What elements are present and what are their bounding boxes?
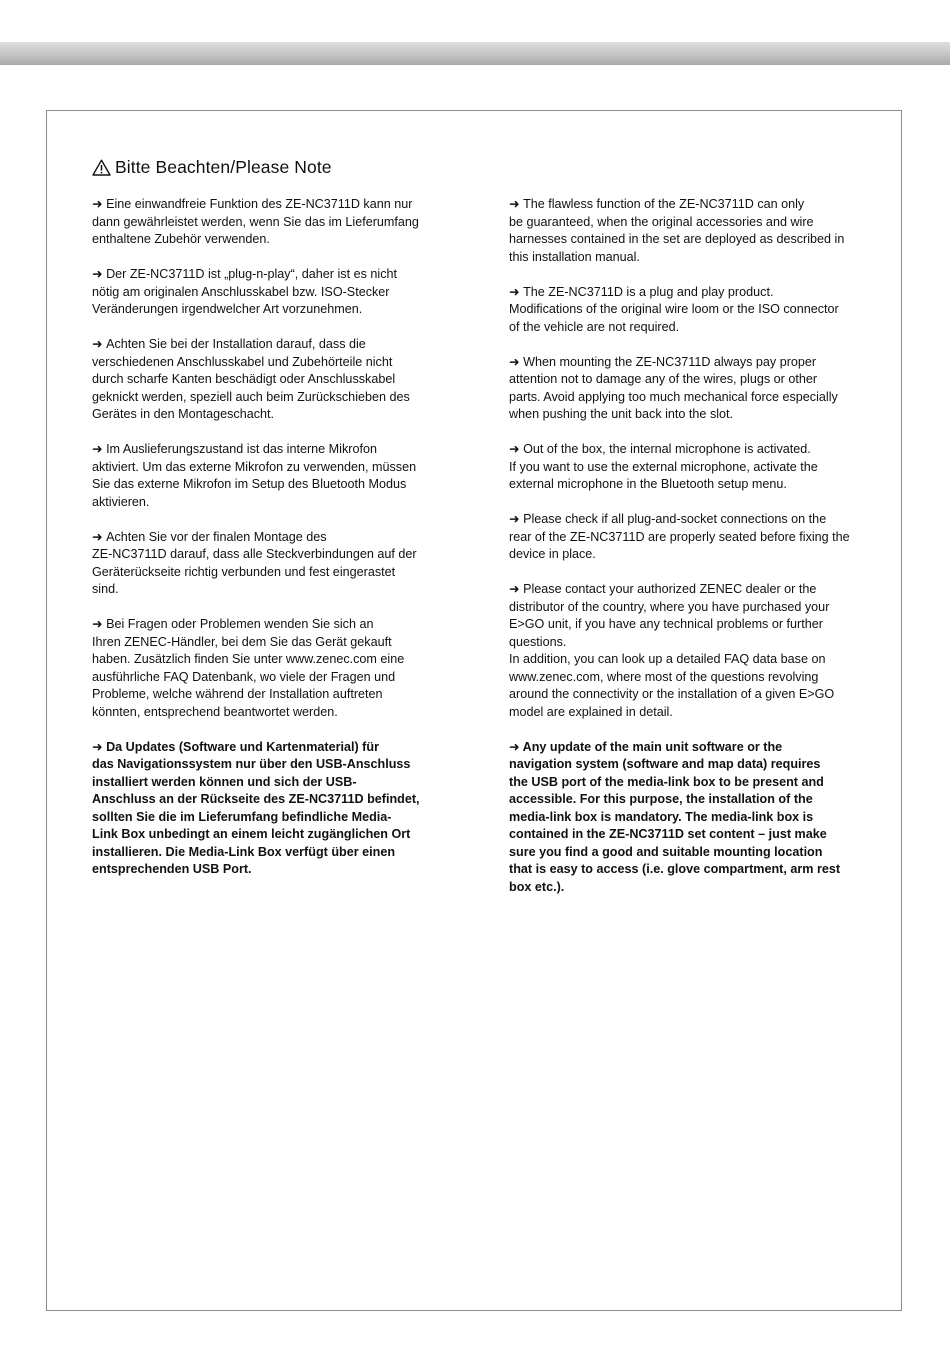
german-note-paragraph	[92, 441, 442, 511]
arrow-right-icon: ➜	[509, 442, 524, 456]
arrow-right-icon: ➜	[509, 284, 524, 299]
english-note-text: The ZE-NC3711D is a plug and play product. Modifications of the original wire loom or the ISO connector of the vehicle are not required.	[509, 284, 839, 334]
english-note-paragraph	[509, 196, 867, 266]
arrow-right-icon: ➜	[509, 354, 524, 369]
arrow-right-icon: ➜	[92, 197, 107, 211]
german-note-paragraph	[92, 336, 442, 424]
arrow-right-icon: ➜	[92, 529, 107, 544]
english-column	[509, 196, 867, 914]
german-note-text: Der ZE-NC3711D ist „plug-n-play“, daher ist es nicht nötig am originalen Anschlusskabel bzw. ISO-Stecker Veränderungen irgendwelcher Art vorzunehmen.	[92, 267, 397, 316]
german-note-text: Im Auslieferungszustand ist das interne Mikrofon aktiviert. Um das externe Mikrofon zu verwenden, müssen Sie das externe Mikrofon im Setup des Bluetooth Modus aktivieren.	[92, 442, 417, 509]
header-gradient-band	[0, 42, 950, 65]
german-note-paragraph	[92, 616, 442, 721]
english-note-text: Please contact your authorized ZENEC dealer or the distributor of the country, where you have purchased your E>GO unit, if you have any technical problems or further questions. In addition, you can look up a detailed FAQ data base on www.zenec.com, where most of the questions revolving around the connectivity or the installation of a given E>GO model are explained in detail.	[509, 582, 835, 719]
german-note-text: Bei Fragen oder Problemen wenden Sie sich an Ihren ZENEC-Händler, bei dem Sie das Gerät gekauft haben. Zusätzlich finden Sie unter www.zenec.com eine ausführliche FAQ Datenbank, wo viele der Fragen und Probleme, welche während der Installation auftreten könnten, entsprechend beantwortet werden.	[92, 617, 405, 719]
german-column	[92, 196, 442, 896]
english-note-paragraph	[509, 739, 867, 897]
arrow-right-icon: ➜	[92, 739, 107, 754]
arrow-right-icon: ➜	[92, 617, 107, 631]
german-note-text: Achten Sie bei der Installation darauf, dass die verschiedenen Anschlusskabel und Zubehörteile nicht durch scharfe Kanten beschädigt oder Anschlusskabel geknickt werden, speziell auch beim Zurückschieben des Gerätes in den Montageschacht.	[92, 337, 410, 421]
german-note-text: Achten Sie vor der finalen Montage des ZE-NC3711D darauf, dass alle Steckverbindungen auf der Geräterückseite richtig verbunden und fest eingerastet sind.	[92, 529, 417, 596]
english-note-paragraph	[509, 511, 867, 564]
page-title-text: Bitte Beachten/Please Note	[115, 157, 332, 177]
english-note-paragraph	[509, 284, 867, 337]
arrow-right-icon: ➜	[509, 512, 524, 526]
arrow-right-icon: ➜	[509, 582, 524, 596]
english-note-text: Please check if all plug-and-socket connections on the rear of the ZE-NC3711D are properly seated before fixing the device in place.	[509, 512, 850, 561]
arrow-right-icon: ➜	[92, 337, 107, 351]
english-note-text: Out of the box, the internal microphone is activated. If you want to use the external microphone, activate the external microphone in the Bluetooth setup menu.	[509, 442, 818, 491]
german-note-paragraph	[92, 266, 442, 319]
german-note-paragraph	[92, 196, 442, 249]
german-note-text: Eine einwandfreie Funktion des ZE-NC3711D kann nur dann gewährleistet werden, wenn Sie das im Lieferumfang enthaltene Zubehör verwenden.	[92, 197, 419, 246]
english-note-paragraph	[509, 581, 867, 721]
arrow-right-icon: ➜	[509, 197, 524, 211]
arrow-right-icon: ➜	[92, 267, 107, 281]
warning-triangle-icon	[92, 159, 111, 176]
arrow-right-icon: ➜	[509, 739, 523, 754]
english-note-text: Any update of the main unit software or the navigation system (software and map data) requires the USB port of the media-link box to be present and accessible. For this purpose, the installation of the media-link box is mandatory. The media-link box is contained in the ZE-NC3711D set content – just make sure you find a good and suitable mounting location that is easy to access (i.e. glove compartment, arm rest box etc.).	[509, 739, 841, 894]
english-note-paragraph	[509, 354, 867, 424]
english-note-text: The flawless function of the ZE-NC3711D can only be guaranteed, when the original accessories and wire harnesses contained in the set are deployed as described in this installation manual.	[509, 197, 845, 264]
arrow-right-icon: ➜	[92, 442, 107, 456]
page-title	[92, 157, 332, 178]
english-note-paragraph	[509, 441, 867, 494]
german-note-text: Da Updates (Software und Kartenmaterial) für das Navigationssystem nur über den USB-Anschluss installiert werden können und sich der USB- Anschluss an der Rückseite des ZE-NC3711D befindet, sollten Sie die im Lieferumfang befindliche Media- Link Box unbedingt an einem leicht zugänglichen Ort installieren. Die Media-Link Box verfügt über einen entsprechenden USB Port.	[92, 739, 420, 876]
english-note-text: When mounting the ZE-NC3711D always pay proper attention not to damage any of the wires, plugs or other parts. Avoid applying too much mechanical force especially when pushing the unit back into the slot.	[509, 354, 838, 421]
german-note-paragraph	[92, 529, 442, 599]
german-note-paragraph	[92, 739, 442, 879]
